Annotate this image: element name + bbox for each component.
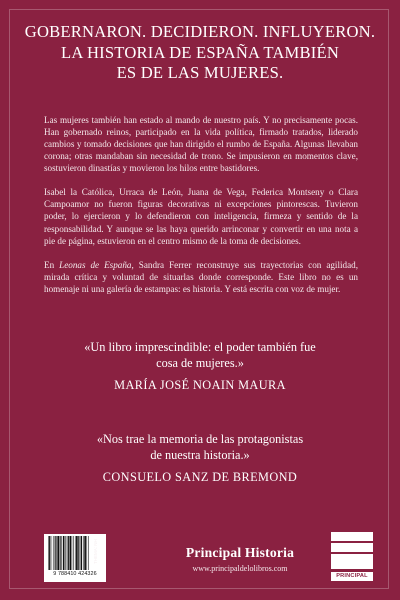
blurb-2-author: CONSUELO SANZ DE BREMOND [102, 470, 298, 484]
paragraph-3-prefix: En [44, 259, 60, 270]
publisher-block [140, 545, 340, 573]
paragraph-3-text: , Sandra Ferrer reconstruye sus trayectorias con agilidad, mirada crítica y voluntad de situarlas donde corresponde. Este libro no es un homenaje ni una galería de estampas: es historia. Y está escrita con voz de mujer. [44, 259, 358, 294]
blurb-1-quote [30, 339, 370, 371]
book-title: Leonas de España [59, 259, 132, 270]
synopsis [44, 114, 358, 307]
publisher-logo [331, 532, 373, 580]
synopsis-paragraph-1: Las mujeres también han estado al mando de nuestro país. Y no precisamente pocas. Han gobernado reinos, participado en la vida política, firmado tratados, liderado cambios y tomado decisiones que han dirigido el rumbo de España. Algunas llevaban corona; otras mandaban sin necesidad de trono. Se impusieron en momentos clave, sostuvieron dinastías y movieron los hilos entre bastidores. [44, 115, 358, 174]
blurb-2 [30, 431, 370, 485]
blurb-1-line-2: cosa de mujeres.» [156, 356, 244, 370]
blurb-1 [30, 339, 370, 393]
synopsis-paragraph-2: Isabel la Católica, Urraca de León, Juana de Vega, Federica Montseny o Clara Campoamor no fueron figuras decorativas ni excepciones pintorescas. Tuvieron poder, lo ejercieron y lo defendieron con inteligencia, firmeza y sentido de la responsabilidad. Y aunque se las haya querido arrinconar y convertir en una nota a pie de página, estuvieron en el centro mismo de la toma de decisiones. [44, 187, 358, 246]
headline-line-2: LA HISTORIA DE ESPAÑA TAMBIÉN [61, 42, 339, 62]
synopsis-paragraph-3 [44, 259, 358, 295]
thema-code: THEMA: NH [93, 539, 98, 564]
headline [20, 22, 380, 84]
blurb-2-line-2: de nuestra historia.» [150, 448, 250, 462]
blurb-2-quote [30, 431, 370, 463]
blurb-1-author: MARÍA JOSÉ NOAIN MAURA [114, 378, 286, 392]
blurb-2-line-1: «Nos trae la memoria de las protagonistas [96, 432, 304, 446]
blurb-1-line-1: «Un libro imprescindible: el poder también fue [84, 340, 316, 354]
publisher-url[interactable]: www.principaldelolibros.com [192, 564, 288, 573]
isbn-number: 9 788410 424326 [53, 571, 97, 577]
logo-label: PRINCIPAL [331, 572, 373, 581]
publisher-name: Principal Historia [185, 545, 295, 560]
headline-line-1: GOBERNARON. DECIDIERON. INFLUYERON. [24, 22, 376, 41]
headline-line-3: ES DE LAS MUJERES. [116, 63, 284, 82]
logo-stack-icon [331, 532, 373, 570]
